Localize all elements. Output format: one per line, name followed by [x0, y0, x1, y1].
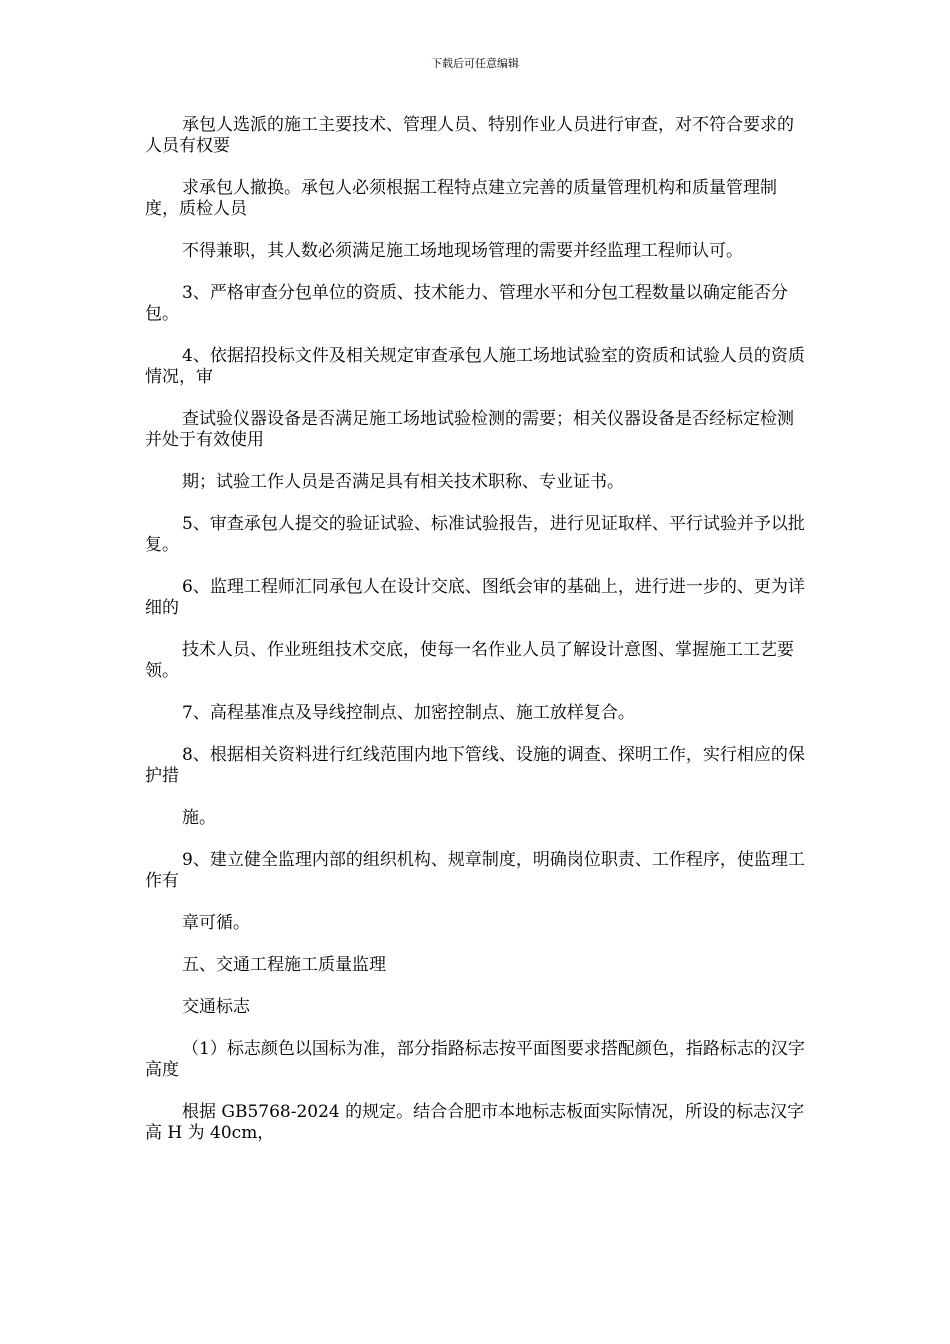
paragraph: 3、严格审查分包单位的资质、技术能力、管理水平和分包工程数量以确定能否分包。 [145, 283, 788, 324]
paragraph: 8、根据相关资料进行红线范围内地下管线、设施的调查、探明工作，实行相应的保护措 [145, 745, 805, 786]
paragraph: 9、建立健全监理内部的组织机构、规章制度，明确岗位职责、工作程序，使监理工作有 [145, 850, 805, 891]
subsection-heading: 交通标志 [182, 997, 250, 1017]
paragraph: 查试验仪器设备是否满足施工场地试验检测的需要；相关仪器设备是否经标定检测并处于有效使用 [145, 409, 794, 450]
paragraph: （1）标志颜色以国标为准，部分指路标志按平面图要求搭配颜色，指路标志的汉字高度 [145, 1039, 805, 1080]
paragraph: 技术人员、作业班组技术交底，使每一名作业人员了解设计意图、掌握施工工艺要领。 [145, 640, 794, 681]
paragraph: 4、依据招投标文件及相关规定审查承包人施工场地试验室的资质和试验人员的资质情况，审 [145, 346, 805, 387]
paragraph: 5、审查承包人提交的验证试验、标准试验报告，进行见证取样、平行试验并予以批复。 [145, 514, 805, 555]
paragraph: 6、监理工程师汇同承包人在设计交底、图纸会审的基础上，进行进一步的、更为详细的 [145, 577, 805, 618]
paragraph: 章可循。 [182, 913, 250, 933]
paragraph: 施。 [182, 808, 216, 828]
document-body [145, 115, 810, 1165]
paragraph: 根据 GB5768-2024 的规定。结合合肥市本地标志板面实际情况，所设的标志汉字高 H 为 40cm， [145, 1102, 805, 1143]
paragraph: 求承包人撤换。承包人必须根据工程特点建立完善的质量管理机构和质量管理制度，质检人员 [145, 178, 777, 219]
paragraph: 承包人选派的施工主要技术、管理人员、特别作业人员进行审查，对不符合要求的人员有权要 [145, 115, 794, 156]
paragraph: 期；试验工作人员是否满足具有相关技术职称、专业证书。 [182, 472, 624, 492]
paragraph: 不得兼职，其人数必须满足施工场地现场管理的需要并经监理工程师认可。 [182, 241, 743, 261]
paragraph: 7、高程基准点及导线控制点、加密控制点、施工放样复合。 [182, 703, 635, 723]
page-header: 下载后可任意编辑 [431, 57, 519, 70]
section-heading: 五、交通工程施工质量监理 [182, 955, 386, 975]
